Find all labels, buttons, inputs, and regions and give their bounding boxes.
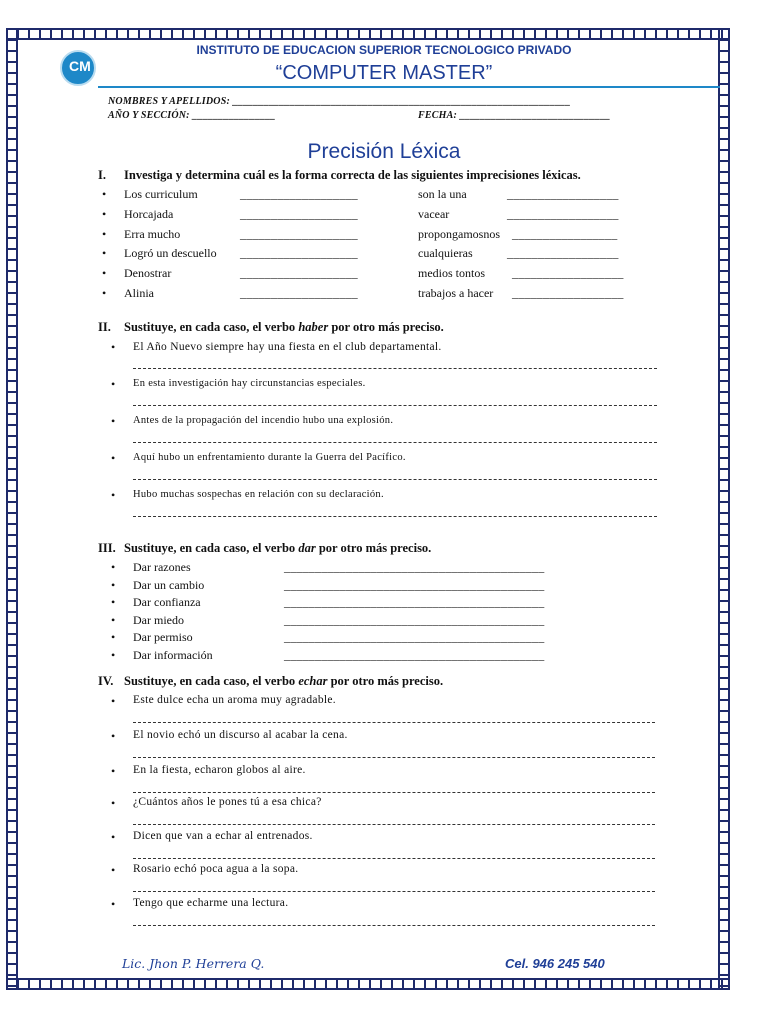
section3-heading <box>98 541 431 556</box>
author-signature: Lic. Jhon P. Herrera Q. <box>122 956 265 971</box>
sentence: En esta investigación hay circunstancias especiales. <box>133 378 366 389</box>
bullet-mark: • <box>111 595 116 609</box>
bullet-mark: • <box>111 830 116 844</box>
answer-blank-left: ___________________ <box>240 246 358 261</box>
bullet-mark: • <box>102 286 107 300</box>
verb-phrase: Dar permiso <box>133 630 193 644</box>
bullet-mark: • <box>111 340 116 354</box>
sentence: Tengo que echarme una lectura. <box>133 897 289 909</box>
answer-blank-right: __________________ <box>507 206 619 221</box>
section1-heading <box>98 168 581 183</box>
answer-blank-left: ___________________ <box>240 206 358 221</box>
answer-line <box>133 516 657 517</box>
term-right: vacear <box>418 206 450 221</box>
bullet-mark: • <box>111 863 116 877</box>
bullet-mark: • <box>111 451 116 465</box>
frame-left <box>6 28 18 990</box>
name-blank: _________________________________________________________________ <box>232 96 571 107</box>
answer-line <box>133 368 657 369</box>
term-right: medios tontos <box>418 266 486 281</box>
term-left: Los curriculum <box>124 187 198 201</box>
bullet-mark: • <box>111 647 116 662</box>
sentence: Antes de la propagación del incendio hubo una explosión. <box>133 415 394 426</box>
header-divider <box>98 86 720 88</box>
bullet-mark: • <box>102 226 107 241</box>
sentence: En la fiesta, echaron globos al aire. <box>133 764 306 776</box>
frame-right <box>718 28 730 990</box>
year-field <box>108 110 276 121</box>
answer-line <box>133 757 655 758</box>
answer-blank-left: ___________________ <box>240 266 358 281</box>
year-label: AÑO Y SECCIÓN: <box>108 110 190 121</box>
section4-heading-pre: Sustituye, en cada caso, el verbo <box>124 674 299 688</box>
term-left: Erra mucho <box>124 226 181 241</box>
sentence: El Año Nuevo siempre hay una fiesta en el club departamental. <box>133 341 442 353</box>
bullet-mark: • <box>111 630 116 644</box>
date-field <box>418 110 611 121</box>
sentence: Aquí hubo un enfrentamiento durante la Guerra del Pacífico. <box>133 452 406 463</box>
date-blank: _____________________________ <box>459 110 611 121</box>
logo-mark: CM <box>69 58 91 74</box>
term-left: Denostrar <box>124 266 172 281</box>
bullet-mark: • <box>111 796 116 810</box>
section3-number: III. <box>98 541 116 555</box>
answer-blank: __________________________________________ <box>284 595 545 609</box>
bullet-mark: • <box>102 266 107 281</box>
term-right: trabajos a hacer <box>418 286 494 300</box>
verb-phrase: Dar un cambio <box>133 577 205 592</box>
answer-blank-right: _________________ <box>512 226 618 241</box>
answer-blank: __________________________________________ <box>284 560 545 574</box>
answer-blank-right: __________________ <box>512 286 624 300</box>
answer-blank-right: __________________ <box>507 187 619 201</box>
answer-blank-right: __________________ <box>507 246 619 261</box>
answer-blank-left: ___________________ <box>240 226 358 241</box>
answer-line <box>133 891 655 892</box>
sentence: El novio echó un discurso al acabar la cena. <box>133 729 348 741</box>
answer-blank-left: ___________________ <box>240 187 358 201</box>
answer-blank: __________________________________________ <box>284 612 545 627</box>
bullet-mark: • <box>102 246 107 261</box>
brand-name: “COMPUTER MASTER” <box>275 62 493 84</box>
bullet-mark: • <box>111 488 116 502</box>
page-title: Precisión Léxica <box>307 140 461 163</box>
answer-blank: __________________________________________ <box>284 647 545 662</box>
answer-line <box>133 722 655 723</box>
sentence: ¿Cuántos años le pones tú a esa chica? <box>133 796 322 808</box>
section3-heading-pre: Sustituye, en cada caso, el verbo <box>124 541 299 555</box>
name-label: NOMBRES Y APELLIDOS: <box>108 96 230 107</box>
bullet-mark: • <box>111 377 116 391</box>
bullet-mark: • <box>111 560 116 574</box>
bullet-mark: • <box>111 414 116 428</box>
answer-line <box>133 442 657 443</box>
term-left: Logró un descuello <box>124 246 217 261</box>
bullet-mark: • <box>111 694 116 708</box>
term-right: son la una <box>418 187 467 201</box>
section4-heading-verb: echar <box>298 674 328 688</box>
answer-line <box>133 792 655 793</box>
term-right: cualquieras <box>418 246 473 261</box>
term-right: propongamosnos <box>418 226 500 241</box>
section2-heading <box>98 320 444 335</box>
section2-heading-post: por otro más preciso. <box>328 320 444 334</box>
answer-line <box>133 479 657 480</box>
section3-heading-verb: dar <box>298 541 316 555</box>
answer-blank-right: __________________ <box>512 266 624 281</box>
section1-number: I. <box>98 168 106 182</box>
bullet-mark: • <box>111 897 116 911</box>
sentence: Dicen que van a echar al entrenados. <box>133 830 313 842</box>
institute-name: INSTITUTO DE EDUCACION SUPERIOR TECNOLOGICO PRIVADO <box>196 43 572 57</box>
section2-heading-verb: haber <box>298 320 329 334</box>
answer-blank: __________________________________________ <box>284 577 545 592</box>
bullet-mark: • <box>111 764 116 778</box>
bullet-mark: • <box>102 206 107 221</box>
sentence: Este dulce echa un aroma muy agradable. <box>133 694 336 706</box>
verb-phrase: Dar confianza <box>133 595 201 609</box>
name-field <box>108 96 571 107</box>
answer-line <box>133 858 655 859</box>
answer-line <box>133 824 655 825</box>
section2-number: II. <box>98 320 111 334</box>
term-left: Alinia <box>124 286 154 300</box>
bullet-mark: • <box>102 187 107 201</box>
section1-heading-text: Investiga y determina cuál es la forma correcta de las siguientes imprecisiones léxicas. <box>124 168 581 182</box>
section2-heading-pre: Sustituye, en cada caso, el verbo <box>124 320 299 334</box>
verb-phrase: Dar razones <box>133 560 191 574</box>
frame-top <box>6 28 730 40</box>
answer-blank-left: ___________________ <box>240 286 358 300</box>
term-left: Horcajada <box>124 206 174 221</box>
answer-blank: __________________________________________ <box>284 630 545 644</box>
section4-heading-post: por otro más preciso. <box>327 674 444 688</box>
bullet-mark: • <box>111 612 116 627</box>
verb-phrase: Dar miedo <box>133 612 184 627</box>
phone-number: Cel. 946 245 540 <box>505 956 605 971</box>
year-blank: ________________ <box>192 110 276 121</box>
section3-heading-post: por otro más preciso. <box>315 541 432 555</box>
date-label: FECHA: <box>418 110 457 121</box>
verb-phrase: Dar información <box>133 647 213 662</box>
sentence: Hubo muchas sospechas en relación con su declaración. <box>133 489 384 500</box>
sentence: Rosario echó poca agua a la sopa. <box>133 863 299 875</box>
bullet-mark: • <box>111 729 116 743</box>
frame-bottom <box>6 978 730 990</box>
answer-line <box>133 925 655 926</box>
bullet-mark: • <box>111 577 116 592</box>
answer-line <box>133 405 657 406</box>
section4-heading <box>98 674 443 689</box>
section4-number: IV. <box>98 674 114 688</box>
